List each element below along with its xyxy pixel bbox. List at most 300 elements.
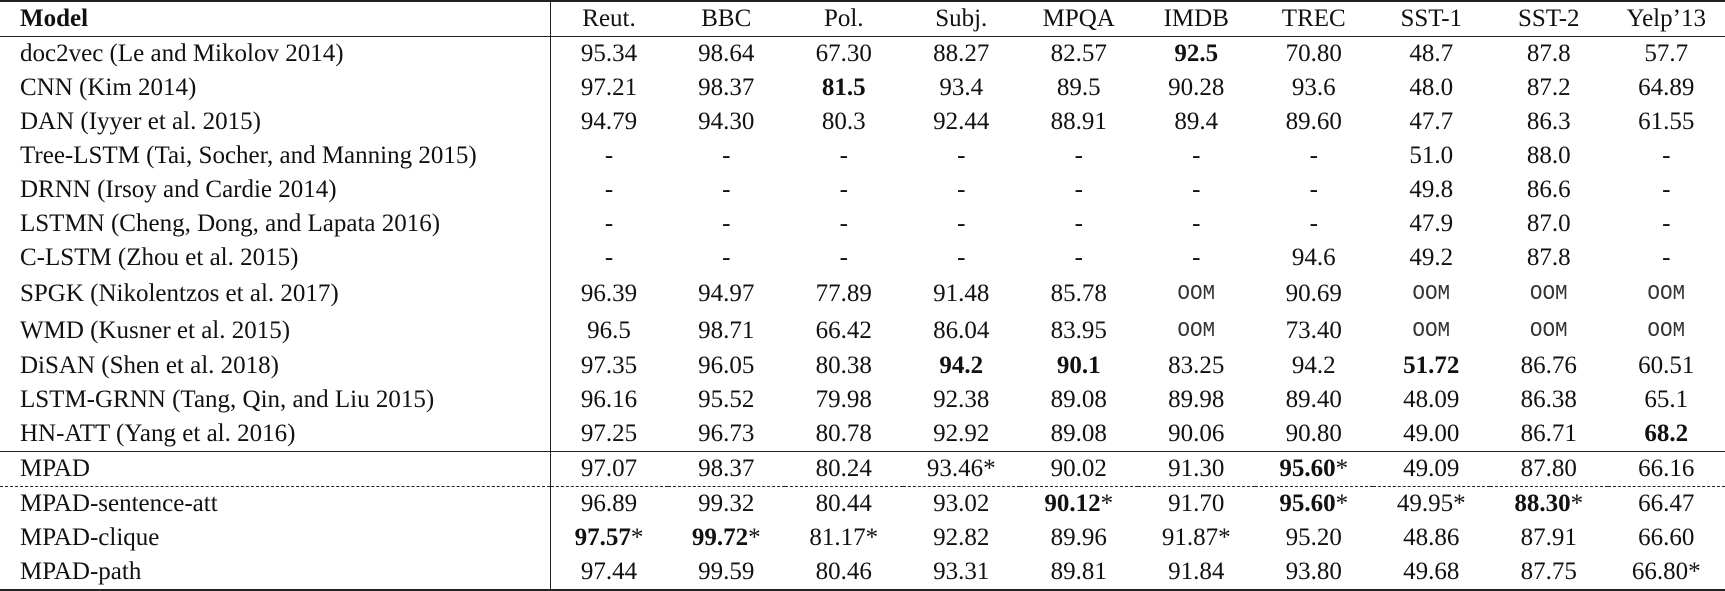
score-value: 96.73 bbox=[698, 420, 754, 447]
significance-marker: * bbox=[1453, 490, 1466, 517]
score-value: 89.98 bbox=[1168, 386, 1224, 413]
score-value: 94.6 bbox=[1292, 244, 1336, 271]
score-value: 88.27 bbox=[933, 40, 989, 67]
score-cell bbox=[1255, 105, 1373, 139]
score-value: 80.3 bbox=[822, 108, 866, 135]
score-cell bbox=[1020, 275, 1138, 312]
score-cell bbox=[668, 452, 786, 487]
score-cell bbox=[1490, 349, 1608, 383]
model-name-cell: MPAD bbox=[0, 452, 550, 487]
score-cell bbox=[1608, 452, 1725, 487]
score-cell bbox=[1490, 312, 1608, 349]
significance-marker: * bbox=[1336, 455, 1349, 482]
score-value: 89.40 bbox=[1286, 386, 1342, 413]
score-cell bbox=[1608, 487, 1725, 522]
score-value: 66.42 bbox=[816, 317, 872, 344]
score-cell bbox=[550, 521, 668, 555]
score-value: 92.92 bbox=[933, 420, 989, 447]
score-cell bbox=[1373, 173, 1491, 207]
score-cell bbox=[1490, 139, 1608, 173]
table-row bbox=[0, 37, 1725, 72]
score-value: - bbox=[1662, 176, 1670, 203]
score-value: 87.0 bbox=[1527, 210, 1571, 237]
score-value: 92.44 bbox=[933, 108, 989, 135]
score-cell bbox=[550, 105, 668, 139]
score-value: 86.6 bbox=[1527, 176, 1571, 203]
score-cell bbox=[1138, 521, 1256, 555]
score-value: 99.72 bbox=[692, 524, 748, 551]
table-row bbox=[0, 275, 1725, 312]
score-cell bbox=[550, 487, 668, 522]
score-value: 49.2 bbox=[1409, 244, 1453, 271]
score-value: 66.16 bbox=[1638, 455, 1694, 482]
score-cell bbox=[668, 275, 786, 312]
score-cell bbox=[1608, 173, 1725, 207]
score-cell bbox=[550, 241, 668, 275]
score-cell bbox=[903, 105, 1021, 139]
score-value: 99.59 bbox=[698, 558, 754, 585]
score-value: 80.38 bbox=[816, 352, 872, 379]
score-value: 98.64 bbox=[698, 40, 754, 67]
column-header: Reut. bbox=[550, 1, 668, 37]
score-cell bbox=[1138, 207, 1256, 241]
column-header: Pol. bbox=[785, 1, 903, 37]
model-name-cell: MPAD-path bbox=[0, 555, 550, 590]
score-value: 96.5 bbox=[587, 317, 631, 344]
model-name-cell: doc2vec (Le and Mikolov 2014) bbox=[0, 37, 550, 72]
score-cell bbox=[550, 275, 668, 312]
score-cell bbox=[903, 521, 1021, 555]
score-cell bbox=[1490, 37, 1608, 72]
score-cell bbox=[1490, 275, 1608, 312]
model-name-cell: C-LSTM (Zhou et al. 2015) bbox=[0, 241, 550, 275]
model-name-cell: MPAD-sentence-att bbox=[0, 487, 550, 522]
score-value: 67.30 bbox=[816, 40, 872, 67]
score-cell bbox=[785, 383, 903, 417]
score-cell bbox=[1020, 383, 1138, 417]
score-value: - bbox=[605, 210, 613, 237]
score-cell bbox=[785, 207, 903, 241]
score-cell bbox=[1020, 487, 1138, 522]
score-value: 95.60 bbox=[1279, 455, 1335, 482]
score-cell bbox=[1373, 241, 1491, 275]
score-cell bbox=[1020, 312, 1138, 349]
score-value: 88.91 bbox=[1051, 108, 1107, 135]
score-value: 83.95 bbox=[1051, 317, 1107, 344]
model-name-cell: DiSAN (Shen et al. 2018) bbox=[0, 349, 550, 383]
score-cell bbox=[1373, 521, 1491, 555]
score-cell bbox=[1138, 383, 1256, 417]
table-row bbox=[0, 105, 1725, 139]
score-value: 93.46 bbox=[927, 455, 983, 482]
score-cell bbox=[1020, 105, 1138, 139]
table-row bbox=[0, 173, 1725, 207]
score-cell bbox=[1490, 71, 1608, 105]
score-value: 91.84 bbox=[1168, 558, 1224, 585]
score-value: 87.8 bbox=[1527, 40, 1571, 67]
score-cell bbox=[1138, 241, 1256, 275]
score-cell bbox=[903, 37, 1021, 72]
oom-marker: OOM bbox=[1177, 320, 1215, 343]
score-cell bbox=[1255, 452, 1373, 487]
table-row bbox=[0, 349, 1725, 383]
score-value: 90.1 bbox=[1057, 352, 1101, 379]
score-value: 91.87 bbox=[1162, 524, 1218, 551]
score-cell bbox=[668, 105, 786, 139]
score-value: 90.69 bbox=[1286, 280, 1342, 307]
score-value: - bbox=[957, 244, 965, 271]
score-value: 82.57 bbox=[1051, 40, 1107, 67]
score-value: 97.57 bbox=[575, 524, 631, 551]
score-cell bbox=[1020, 521, 1138, 555]
score-cell bbox=[785, 487, 903, 522]
score-cell bbox=[668, 207, 786, 241]
score-value: 92.38 bbox=[933, 386, 989, 413]
score-cell bbox=[785, 173, 903, 207]
table-row bbox=[0, 241, 1725, 275]
score-value: - bbox=[1310, 142, 1318, 169]
score-cell bbox=[1020, 452, 1138, 487]
score-value: - bbox=[605, 176, 613, 203]
score-value: - bbox=[1192, 176, 1200, 203]
score-cell bbox=[550, 139, 668, 173]
score-value: - bbox=[722, 210, 730, 237]
model-name-cell: DRNN (Irsoy and Cardie 2014) bbox=[0, 173, 550, 207]
score-value: 51.72 bbox=[1403, 352, 1459, 379]
score-value: - bbox=[840, 210, 848, 237]
model-name-cell: SPGK (Nikolentzos et al. 2017) bbox=[0, 275, 550, 312]
score-value: 81.5 bbox=[822, 74, 866, 101]
score-value: 94.2 bbox=[1292, 352, 1336, 379]
score-value: 65.1 bbox=[1644, 386, 1688, 413]
score-value: 86.76 bbox=[1521, 352, 1577, 379]
score-value: 88.30 bbox=[1514, 490, 1570, 517]
significance-marker: * bbox=[1688, 558, 1701, 585]
score-cell bbox=[550, 349, 668, 383]
score-value: - bbox=[840, 244, 848, 271]
score-cell bbox=[1373, 383, 1491, 417]
score-cell bbox=[1255, 383, 1373, 417]
score-value: 96.89 bbox=[581, 490, 637, 517]
score-value: 98.37 bbox=[698, 455, 754, 482]
score-value: 89.08 bbox=[1051, 386, 1107, 413]
score-cell bbox=[668, 241, 786, 275]
score-cell bbox=[1138, 417, 1256, 452]
score-value: - bbox=[722, 244, 730, 271]
score-value: 70.80 bbox=[1286, 40, 1342, 67]
score-value: 90.28 bbox=[1168, 74, 1224, 101]
score-value: 86.3 bbox=[1527, 108, 1571, 135]
score-cell bbox=[1138, 139, 1256, 173]
score-value: 93.31 bbox=[933, 558, 989, 585]
score-value: - bbox=[1662, 210, 1670, 237]
score-value: 61.55 bbox=[1638, 108, 1694, 135]
score-cell bbox=[1138, 71, 1256, 105]
score-cell bbox=[903, 349, 1021, 383]
score-value: 93.6 bbox=[1292, 74, 1336, 101]
significance-marker: * bbox=[983, 455, 996, 482]
score-value: 77.89 bbox=[816, 280, 872, 307]
score-value: 73.40 bbox=[1286, 317, 1342, 344]
table-row bbox=[0, 487, 1725, 522]
score-cell bbox=[1373, 275, 1491, 312]
score-value: 90.12 bbox=[1044, 490, 1100, 517]
score-value: 96.16 bbox=[581, 386, 637, 413]
score-cell bbox=[1490, 105, 1608, 139]
score-value: 90.06 bbox=[1168, 420, 1224, 447]
table-body bbox=[0, 37, 1725, 591]
score-cell bbox=[1373, 207, 1491, 241]
score-value: 66.60 bbox=[1638, 524, 1694, 551]
score-value: 66.47 bbox=[1638, 490, 1694, 517]
score-value: 98.71 bbox=[698, 317, 754, 344]
oom-marker: OOM bbox=[1412, 283, 1450, 306]
score-value: 90.02 bbox=[1051, 455, 1107, 482]
score-value: - bbox=[1192, 210, 1200, 237]
score-value: 96.39 bbox=[581, 280, 637, 307]
score-value: 80.44 bbox=[816, 490, 872, 517]
score-value: 91.70 bbox=[1168, 490, 1224, 517]
score-cell bbox=[903, 71, 1021, 105]
score-value: 87.2 bbox=[1527, 74, 1571, 101]
score-cell bbox=[1138, 105, 1256, 139]
score-cell bbox=[668, 487, 786, 522]
score-cell bbox=[1020, 241, 1138, 275]
score-value: 96.05 bbox=[698, 352, 754, 379]
score-value: 49.68 bbox=[1403, 558, 1459, 585]
score-cell bbox=[550, 37, 668, 72]
score-value: 97.21 bbox=[581, 74, 637, 101]
score-cell bbox=[1255, 241, 1373, 275]
column-header: Yelp’13 bbox=[1608, 1, 1725, 37]
score-value: 86.71 bbox=[1521, 420, 1577, 447]
score-value: 85.78 bbox=[1051, 280, 1107, 307]
score-value: 95.52 bbox=[698, 386, 754, 413]
score-cell bbox=[550, 417, 668, 452]
score-value: 99.32 bbox=[698, 490, 754, 517]
score-value: 66.80 bbox=[1632, 558, 1688, 585]
table-row bbox=[0, 452, 1725, 487]
score-cell bbox=[1138, 452, 1256, 487]
score-cell bbox=[1608, 521, 1725, 555]
score-value: 89.81 bbox=[1051, 558, 1107, 585]
score-value: - bbox=[1075, 176, 1083, 203]
score-value: - bbox=[957, 210, 965, 237]
score-value: 86.38 bbox=[1521, 386, 1577, 413]
score-cell bbox=[785, 452, 903, 487]
score-cell bbox=[1020, 139, 1138, 173]
column-header: SST-2 bbox=[1490, 1, 1608, 37]
significance-marker: * bbox=[1571, 490, 1584, 517]
score-cell bbox=[903, 452, 1021, 487]
score-cell bbox=[1255, 139, 1373, 173]
table-row bbox=[0, 207, 1725, 241]
table-row bbox=[0, 417, 1725, 452]
score-value: 48.09 bbox=[1403, 386, 1459, 413]
model-name-cell: CNN (Kim 2014) bbox=[0, 71, 550, 105]
significance-marker: * bbox=[631, 524, 644, 551]
score-value: 81.17 bbox=[809, 524, 865, 551]
score-cell bbox=[668, 71, 786, 105]
score-value: - bbox=[840, 142, 848, 169]
oom-marker: OOM bbox=[1177, 283, 1215, 306]
score-cell bbox=[1255, 173, 1373, 207]
table-row bbox=[0, 383, 1725, 417]
score-cell bbox=[1138, 37, 1256, 72]
score-cell bbox=[1608, 349, 1725, 383]
score-value: - bbox=[1662, 244, 1670, 271]
score-cell bbox=[785, 417, 903, 452]
score-cell bbox=[1373, 37, 1491, 72]
score-cell bbox=[1490, 521, 1608, 555]
score-value: 89.08 bbox=[1051, 420, 1107, 447]
score-cell bbox=[1608, 71, 1725, 105]
oom-marker: OOM bbox=[1412, 320, 1450, 343]
score-cell bbox=[1255, 207, 1373, 241]
score-value: 97.25 bbox=[581, 420, 637, 447]
score-value: 89.5 bbox=[1057, 74, 1101, 101]
significance-marker: * bbox=[1336, 490, 1349, 517]
score-cell bbox=[1255, 71, 1373, 105]
column-header-model: Model bbox=[0, 1, 550, 37]
score-value: 48.7 bbox=[1409, 40, 1453, 67]
score-cell bbox=[550, 312, 668, 349]
score-value: 92.5 bbox=[1174, 40, 1218, 67]
score-cell bbox=[1373, 71, 1491, 105]
score-cell bbox=[1490, 487, 1608, 522]
score-cell bbox=[1255, 275, 1373, 312]
score-value: 47.7 bbox=[1409, 108, 1453, 135]
score-cell bbox=[1490, 173, 1608, 207]
model-name-cell: LSTMN (Cheng, Dong, and Lapata 2016) bbox=[0, 207, 550, 241]
score-value: - bbox=[1075, 210, 1083, 237]
score-cell bbox=[903, 487, 1021, 522]
score-value: 51.0 bbox=[1409, 142, 1453, 169]
score-cell bbox=[785, 312, 903, 349]
score-cell bbox=[903, 275, 1021, 312]
score-value: 49.00 bbox=[1403, 420, 1459, 447]
score-value: - bbox=[605, 244, 613, 271]
score-value: - bbox=[1310, 176, 1318, 203]
score-value: 97.44 bbox=[581, 558, 637, 585]
score-value: 86.04 bbox=[933, 317, 989, 344]
score-cell bbox=[785, 241, 903, 275]
score-value: - bbox=[605, 142, 613, 169]
score-value: - bbox=[957, 176, 965, 203]
model-name-cell: Tree-LSTM (Tai, Socher, and Manning 2015) bbox=[0, 139, 550, 173]
score-value: 48.0 bbox=[1409, 74, 1453, 101]
score-value: 87.91 bbox=[1521, 524, 1577, 551]
column-header: BBC bbox=[668, 1, 786, 37]
score-cell bbox=[668, 173, 786, 207]
score-cell bbox=[785, 349, 903, 383]
score-cell bbox=[1608, 37, 1725, 72]
score-cell bbox=[1608, 105, 1725, 139]
score-cell bbox=[1020, 37, 1138, 72]
score-cell bbox=[1608, 417, 1725, 452]
score-cell bbox=[668, 37, 786, 72]
score-cell bbox=[550, 452, 668, 487]
score-cell bbox=[1490, 452, 1608, 487]
oom-marker: OOM bbox=[1530, 283, 1568, 306]
score-cell bbox=[903, 383, 1021, 417]
score-cell bbox=[1608, 312, 1725, 349]
score-value: 80.78 bbox=[816, 420, 872, 447]
score-cell bbox=[550, 173, 668, 207]
score-cell bbox=[1020, 349, 1138, 383]
score-cell bbox=[1138, 173, 1256, 207]
score-cell bbox=[668, 383, 786, 417]
score-cell bbox=[785, 37, 903, 72]
significance-marker: * bbox=[748, 524, 761, 551]
column-header: TREC bbox=[1255, 1, 1373, 37]
score-cell bbox=[1020, 417, 1138, 452]
score-value: 93.4 bbox=[939, 74, 983, 101]
score-cell bbox=[1255, 487, 1373, 522]
score-value: 83.25 bbox=[1168, 352, 1224, 379]
score-value: - bbox=[957, 142, 965, 169]
score-value: 92.82 bbox=[933, 524, 989, 551]
score-cell bbox=[1255, 312, 1373, 349]
score-value: 57.7 bbox=[1644, 40, 1688, 67]
score-cell bbox=[903, 417, 1021, 452]
score-value: 49.8 bbox=[1409, 176, 1453, 203]
score-value: 93.02 bbox=[933, 490, 989, 517]
score-value: - bbox=[722, 176, 730, 203]
table-row bbox=[0, 139, 1725, 173]
score-cell bbox=[668, 417, 786, 452]
score-value: 80.46 bbox=[816, 558, 872, 585]
score-cell bbox=[1138, 312, 1256, 349]
score-cell bbox=[550, 207, 668, 241]
score-cell bbox=[1373, 105, 1491, 139]
score-cell bbox=[1608, 207, 1725, 241]
score-value: 94.97 bbox=[698, 280, 754, 307]
table-row bbox=[0, 312, 1725, 349]
score-value: - bbox=[1192, 244, 1200, 271]
score-cell bbox=[1608, 275, 1725, 312]
score-cell bbox=[668, 139, 786, 173]
score-value: 94.2 bbox=[939, 352, 983, 379]
table-row bbox=[0, 71, 1725, 105]
score-cell bbox=[1020, 173, 1138, 207]
oom-marker: OOM bbox=[1530, 320, 1568, 343]
score-value: 80.24 bbox=[816, 455, 872, 482]
score-value: 95.34 bbox=[581, 40, 637, 67]
score-cell bbox=[1138, 349, 1256, 383]
score-value: 49.95 bbox=[1397, 490, 1453, 517]
significance-marker: * bbox=[866, 524, 879, 551]
score-value: - bbox=[1075, 244, 1083, 271]
score-cell bbox=[1255, 417, 1373, 452]
score-value: - bbox=[1192, 142, 1200, 169]
header-row bbox=[0, 1, 1725, 37]
score-cell bbox=[1373, 349, 1491, 383]
score-value: 97.35 bbox=[581, 352, 637, 379]
score-value: - bbox=[722, 142, 730, 169]
score-value: 94.30 bbox=[698, 108, 754, 135]
score-cell bbox=[903, 207, 1021, 241]
model-name-cell: MPAD-clique bbox=[0, 521, 550, 555]
score-cell bbox=[550, 383, 668, 417]
score-cell bbox=[1020, 71, 1138, 105]
score-value: - bbox=[1075, 142, 1083, 169]
score-value: 95.20 bbox=[1286, 524, 1342, 551]
score-cell bbox=[1490, 417, 1608, 452]
score-value: 87.8 bbox=[1527, 244, 1571, 271]
score-value: 98.37 bbox=[698, 74, 754, 101]
model-name-cell: WMD (Kusner et al. 2015) bbox=[0, 312, 550, 349]
